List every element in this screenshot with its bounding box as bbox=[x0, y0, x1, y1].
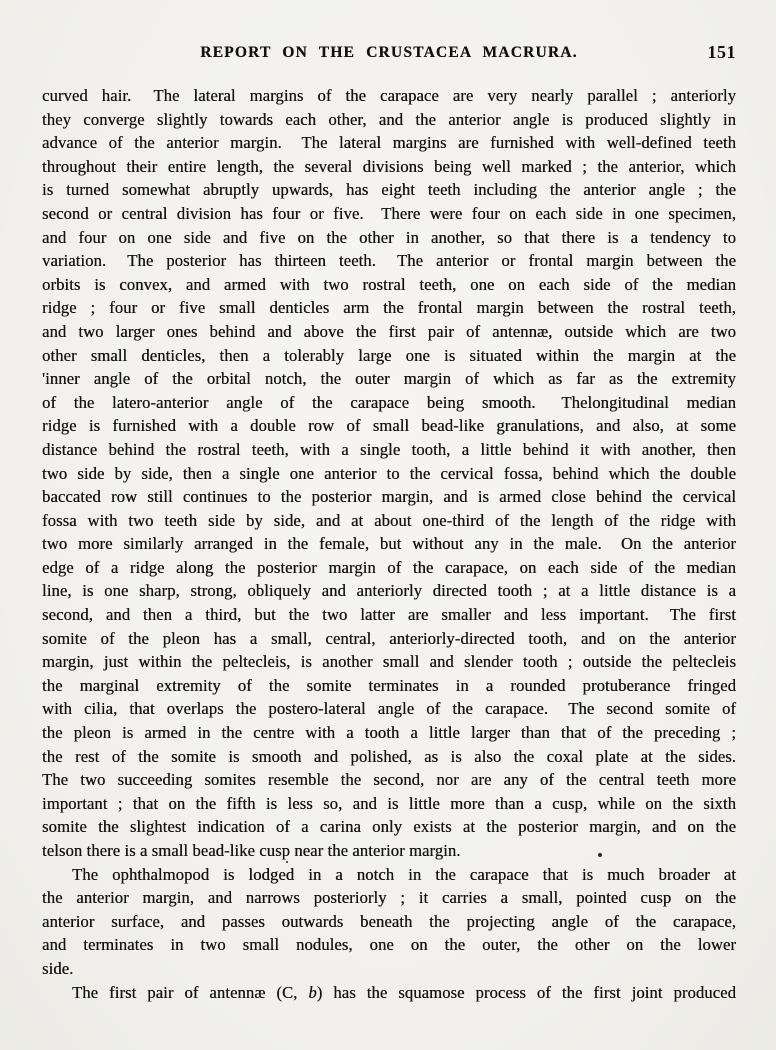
text-line: and terminates in two small nodules, one on the outer, the other on the lower bbox=[42, 935, 736, 955]
text-line: edge of a ridge along the posterior margin of the carapace, on each side of the median bbox=[42, 557, 736, 577]
text-line: somite of the pleon has a small, central, anteriorly-directed tooth, and on the anterior bbox=[42, 628, 736, 648]
text-line: second or central division has four or five. There were four on each side in one specimen, bbox=[42, 203, 736, 223]
text-line: two more similarly arranged in the female, but without any in the male. On the anterior bbox=[42, 534, 736, 554]
text-line: margin, just within the peltecleis, is another small and slender tooth ; outside the peltecleis bbox=[42, 652, 736, 672]
text-run: The first pair of antennæ (C, bbox=[72, 982, 309, 1002]
text-line: second, and then a third, but the two latter are smaller and less important. The first bbox=[42, 605, 736, 625]
text-line: The two succeeding somites resemble the second, nor are any of the central teeth more bbox=[42, 770, 736, 790]
text-line: they converge slightly towards each other, and the anterior angle is produced slightly in bbox=[42, 109, 736, 129]
text-line: fossa with two teeth side by side, and at about one-third of the length of the ridge with bbox=[42, 510, 736, 530]
text-line: of the latero-anterior angle of the carapace being smooth. Thelongitudinal median bbox=[42, 392, 736, 412]
running-head bbox=[42, 44, 736, 66]
ink-speck bbox=[286, 861, 288, 863]
text-line: 'inner angle of the orbital notch, the outer margin of which as far as the extremity bbox=[42, 369, 736, 389]
paragraph-1 bbox=[42, 84, 736, 863]
text-line: somite the slightest indication of a carina only exists at the posterior margin, and on the bbox=[42, 817, 736, 837]
text-line: The ophthalmopod is lodged in a notch in the carapace that is much broader at bbox=[72, 864, 736, 884]
text-line: side. bbox=[42, 958, 74, 978]
text-line: advance of the anterior margin. The lateral margins are furnished with well-defined teeth bbox=[42, 133, 736, 153]
text-line: the rest of the somite is smooth and polished, as is also the coxal plate at the sides. bbox=[42, 746, 736, 766]
ink-speck bbox=[598, 853, 602, 857]
text-line: throughout their entire length, the several divisions being well marked ; the anterior, which bbox=[42, 156, 736, 176]
text-line: with cilia, that overlaps the postero-lateral angle of the carapace. The second somite of bbox=[42, 699, 736, 719]
text-line: other small denticles, then a tolerably large one is situated within the margin at the bbox=[42, 345, 736, 365]
text-line: telson there is a small bead-like cusp near the anterior margin. bbox=[42, 841, 461, 860]
text-line: baccated row still continues to the posterior margin, and is armed close behind the cervical bbox=[42, 487, 736, 507]
text-line: and two larger ones behind and above the first pair of antennæ, outside which are two bbox=[42, 321, 736, 341]
text-line bbox=[42, 981, 736, 1005]
text-line: important ; that on the fifth is less so, and is little more than a cusp, while on the sixth bbox=[42, 793, 736, 813]
text-line: the pleon is armed in the centre with a tooth a little larger than that of the preceding ; bbox=[42, 723, 736, 743]
text-line: and four on one side and five on the other in another, so that there is a tendency to bbox=[42, 227, 736, 247]
text-line: ridge ; four or five small denticles arm the frontal margin between the rostral teeth, bbox=[42, 298, 736, 318]
text-line: line, is one sharp, strong, obliquely and anteriorly directed tooth ; at a little distance is a bbox=[42, 581, 736, 601]
text-line: curved hair. The lateral margins of the carapace are very nearly parallel ; anteriorly bbox=[42, 86, 736, 105]
text-line: the anterior margin, and narrows posteriorly ; it carries a small, pointed cusp on the bbox=[42, 888, 736, 908]
page-number: 151 bbox=[707, 42, 736, 62]
text-line: orbits is convex, and armed with two rostral teeth, one on each side of the median bbox=[42, 274, 736, 294]
text-line: variation. The posterior has thirteen teeth. The anterior or frontal margin between the bbox=[42, 251, 736, 271]
running-title: REPORT ON THE CRUSTACEA MACRURA. bbox=[200, 44, 578, 61]
text-line: is turned somewhat abruptly upwards, has eight teeth including the anterior angle ; the bbox=[42, 180, 736, 200]
paragraph-2 bbox=[42, 863, 736, 981]
text-line: two side by side, then a single one anterior to the cervical fossa, behind which the double bbox=[42, 463, 736, 483]
text-line: ridge is furnished with a double row of small bead-like granulations, and also, at some bbox=[42, 416, 736, 436]
text-line: anterior surface, and passes outwards beneath the projecting angle of the carapace, bbox=[42, 911, 736, 931]
body-text bbox=[42, 84, 736, 1004]
italic-text-run: b bbox=[308, 982, 317, 1002]
paragraph-3 bbox=[42, 981, 736, 1005]
text-line: the marginal extremity of the somite terminates in a rounded protuberance fringed bbox=[42, 675, 736, 695]
text-line: distance behind the rostral teeth, with a single tooth, a little behind it with another, then bbox=[42, 439, 736, 459]
text-run: ) has the squamose process of the first joint produced bbox=[316, 982, 736, 1002]
